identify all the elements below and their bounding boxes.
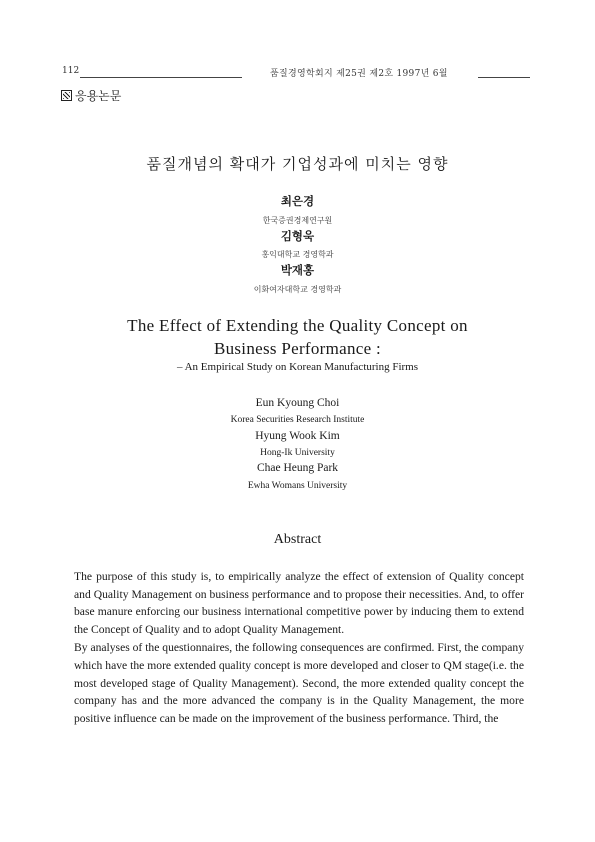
header-rule-right	[478, 77, 530, 78]
abstract-heading: Abstract	[273, 532, 322, 547]
korean-author-affiliation: 홍익대학교 경영학과	[261, 250, 334, 259]
english-title-line-1: The Effect of Extending the Quality Concept on	[127, 316, 468, 335]
korean-author-name: 김형욱	[280, 229, 315, 243]
english-author-affiliation: Hong-Ik University	[260, 448, 335, 458]
korean-author-affiliation: 한국증권경제연구원	[262, 216, 333, 225]
korean-author-name: 최은경	[280, 194, 315, 208]
english-author-name: Eun Kyoung Choi	[255, 397, 340, 409]
english-author-affiliation: Korea Securities Research Institute	[230, 415, 365, 425]
english-author-affiliation: Ewha Womans University	[247, 481, 348, 491]
category-label: 응용논문	[75, 89, 122, 103]
abstract-body	[74, 568, 524, 727]
article-category	[61, 87, 121, 104]
journal-citation: 품질경영학회지 제25권 제2호 1997년 6월	[270, 69, 448, 79]
running-header	[60, 66, 530, 80]
page-number: 112	[62, 66, 80, 76]
abstract-paragraph: By analyses of the questionnaires, the following consequences are confirmed. First, the company which have the more extended quality concept is more developed and closer to QM stage(i.e. the most developed stage of Quality Management). Second, the more extended quality concept the company has and the more advanced the company is in the Quality Management, the more positive influence can be made on the improvement of the business performance. Third, the	[74, 641, 524, 725]
english-title-line-2: Business Performance :	[213, 339, 382, 358]
english-author-name: Hyung Wook Kim	[255, 430, 340, 442]
korean-author-name: 박재홍	[280, 263, 315, 277]
hatched-box-icon	[61, 90, 72, 101]
english-author-name: Chae Heung Park	[256, 462, 339, 474]
abstract-paragraph: The purpose of this study is, to empirically analyze the effect of extension of Quality concept and Quality Management on business performance and to propose their necessities. And, to offer base manure enforcing our business international competitive power by inducing them to extend the Concept of Quality and to adopt Quality Management.	[74, 570, 524, 636]
korean-author-affiliation: 이화여자대학교 경영학과	[253, 285, 342, 294]
korean-title: 품질개념의 확대가 기업성과에 미치는 영향	[146, 155, 449, 173]
english-subtitle: – An Empirical Study on Korean Manufacturing Firms	[176, 361, 419, 373]
header-rule-left	[80, 77, 242, 78]
